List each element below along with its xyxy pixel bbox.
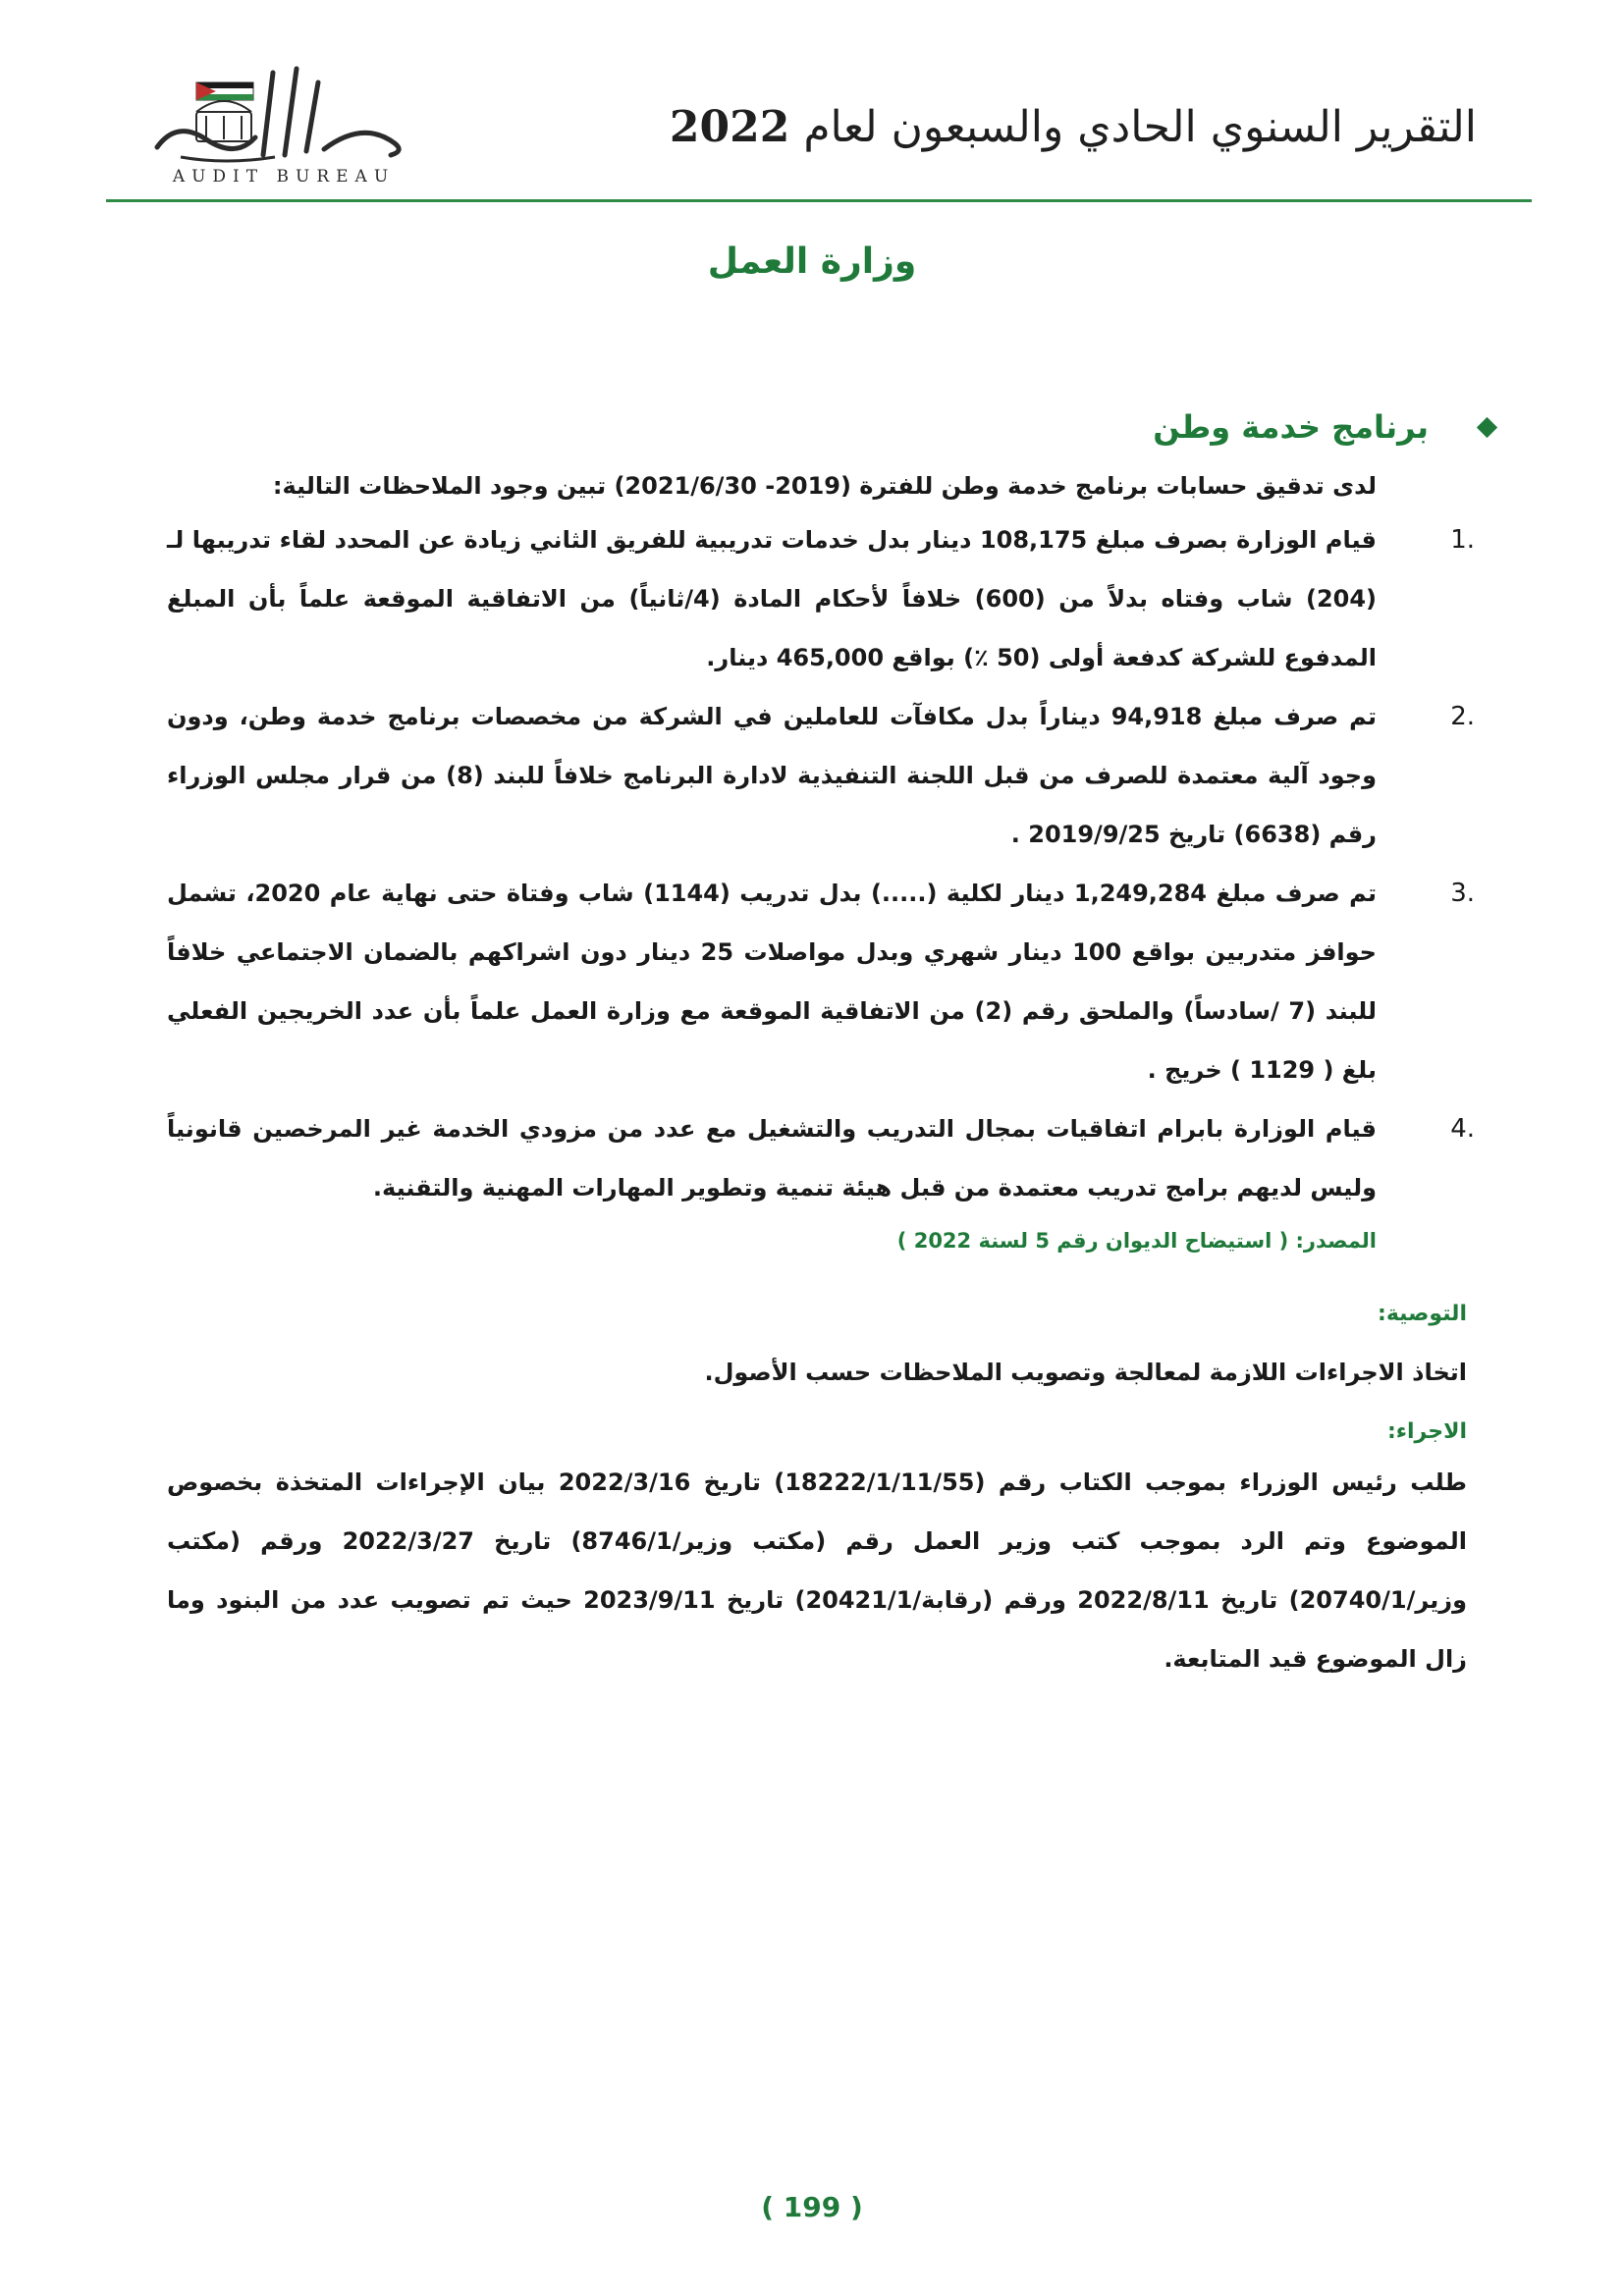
diamond-bullet-icon	[1477, 416, 1497, 437]
finding-item	[167, 510, 1475, 687]
page-header	[0, 0, 1624, 206]
recommendation-text: اتخاذ الاجراءات اللازمة لمعالجة وتصويب الملاحظات حسب الأصول.	[704, 1359, 1467, 1386]
finding-text: تم صرف مبلغ 94,918 ديناراً بدل مكافآت للعاملين في الشركة من مخصصات برنامج خدمة وطن، ودون وجود آلية معتمدة للصرف من قبل اللجنة التنفيذية لادارة البرنامج خلافاً للبند (8) من قرار مجلس الوزراء رقم (6638) تاريخ 2019/9/25 .	[167, 703, 1378, 848]
section-content	[167, 393, 1475, 1262]
logo-subtitle: AUDIT BUREAU	[172, 167, 396, 187]
finding-text: قيام الوزارة بابرام اتفاقيات بمجال التدريب والتشغيل مع عدد من مزودي الخدمة غير المرخصين قانونياً وليس لديهم برامج تدريب معتمدة من قبل هيئة تنمية وتطوير المهارات المهنية والتقنية.	[167, 1115, 1377, 1201]
logo-emblem-icon	[137, 61, 422, 169]
report-title-text: التقرير السنوي الحادي والسبعون لعام	[803, 102, 1477, 152]
report-year: 2022	[669, 102, 790, 152]
audit-bureau-logo	[137, 61, 422, 188]
ministry-title: وزارة العمل	[707, 241, 917, 282]
finding-item	[167, 1099, 1475, 1217]
finding-text: قيام الوزارة بصرف مبلغ 108,175 دينار بدل خدمات تدريبية للفريق الثاني زيادة عن المحدد لقاء تدريبها لـ (204) شاب وفتاه بدلاً من (600) خلافاً لأحكام المادة (4/ثانياً) من الاتفاقية الموقعة علماً بأن المبلغ المدفوع للشركة كدفعة أولى (50 ٪) بواقع 465,000 دينار.	[167, 526, 1378, 671]
section-heading	[167, 393, 1494, 461]
report-title	[670, 102, 1477, 152]
section-heading-text: برنامج خدمة وطن	[1153, 408, 1429, 446]
recommendation-label: التوصية:	[1378, 1302, 1467, 1326]
findings-list	[167, 510, 1475, 1217]
header-divider	[106, 199, 1532, 202]
finding-item	[167, 864, 1475, 1099]
section-intro: لدى تدقيق حسابات برنامج خدمة وطن للفترة (2019- 2021/6/30) تبين وجود الملاحظات التالية:	[272, 472, 1377, 500]
finding-number: 4.	[1450, 1114, 1475, 1144]
source-note: المصدر: ( استيضاح الديوان رقم 5 لسنة 2022 )	[896, 1229, 1377, 1253]
finding-text: تم صرف مبلغ 1,249,284 دينار لكلية (.....) بدل تدريب (1144) شاب وفتاة حتى نهاية عام 2020، تشمل حوافز متدربين بواقع 100 دينار شهري وبدل مواصلات 25 دينار دون اشراكهم بالضمان الاجتماعي خلافاً للبند (7 /سادساً) والملحق رقم (2) من الاتفاقية الموقعة مع وزارة العمل علماً بأن عدد الخريجين الفعلي بلغ ( 1129 ) خريج .	[167, 880, 1378, 1084]
action-text: طلب رئيس الوزراء بموجب الكتاب رقم (18222/1/11/55) تاريخ 2022/3/16 بيان الإجراءات المتخذة بخصوص الموضوع وتم الرد بموجب كتب وزير العمل رقم (مكتب وزير/8746/1) تاريخ 2022/3/27 ورقم (مكتب وزير/20740/1) تاريخ 2022/8/11 ورقم (رقابة/20421/1) تاريخ 2023/9/11 حيث تم تصويب عدد من البنود وما زال الموضوع قيد المتابعة.	[167, 1468, 1468, 1673]
action-label: الاجراء:	[1386, 1419, 1467, 1444]
finding-number: 1.	[1450, 525, 1475, 555]
finding-number: 3.	[1450, 879, 1475, 908]
finding-item	[167, 687, 1475, 864]
finding-number: 2.	[1450, 702, 1475, 731]
page-number: ( 199 )	[761, 2191, 863, 2223]
